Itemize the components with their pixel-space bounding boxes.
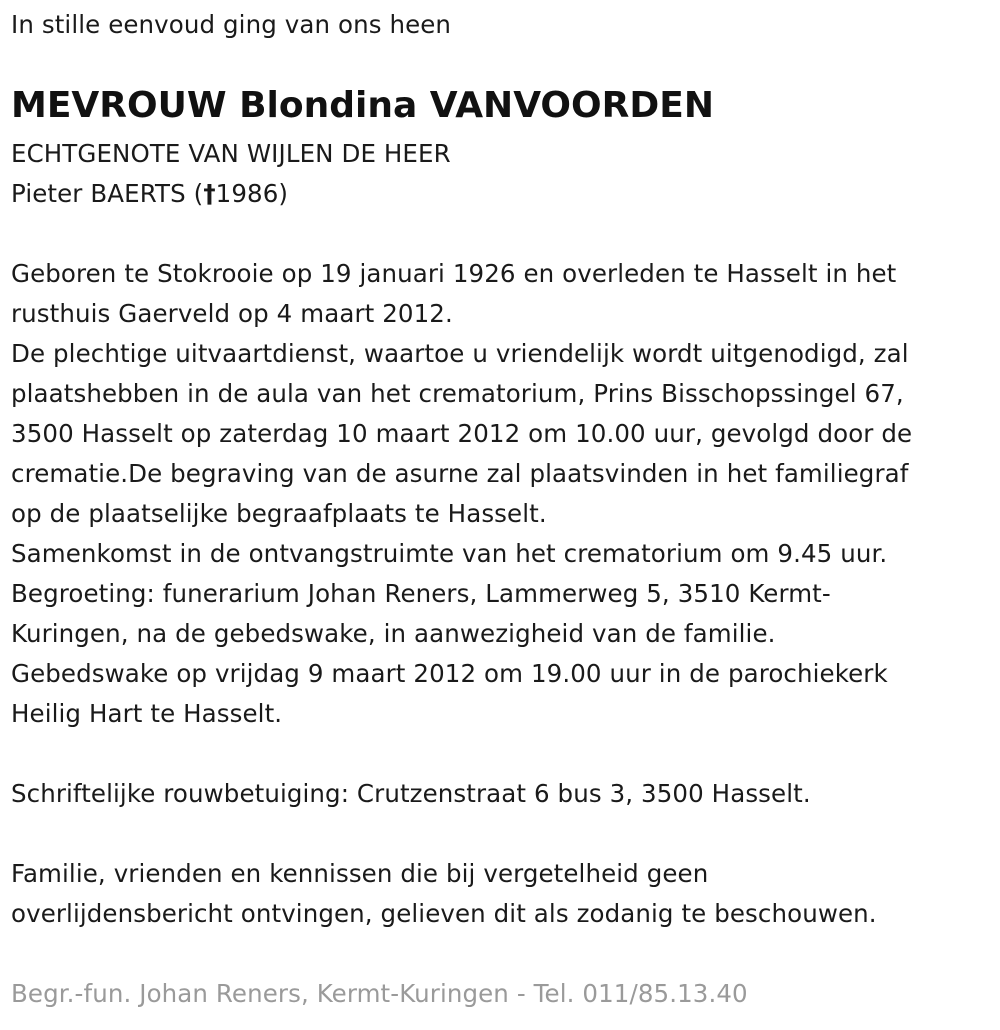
intro-text: In stille eenvoud ging van ons heen <box>11 10 452 39</box>
family-notice <box>11 854 877 934</box>
body-line: op de plaatselijke begraafplaats te Hasselt. <box>11 499 547 528</box>
body-line: Kuringen, na de gebedswake, in aanwezigheid van de familie. <box>11 619 776 648</box>
funeral-details <box>11 254 912 734</box>
notice-line: Familie, vrienden en kennissen die bij vergetelheid geen <box>11 859 709 888</box>
condolence-line: Schriftelijke rouwbetuiging: Crutzenstraat 6 bus 3, 3500 Hasselt. <box>11 779 811 808</box>
body-line: plaatshebben in de aula van het crematorium, Prins Bisschopssingel 67, <box>11 379 904 408</box>
spouse-title: ECHTGENOTE VAN WIJLEN DE HEER <box>11 139 451 168</box>
body-line: Gebedswake op vrijdag 9 maart 2012 om 19.00 uur in de parochiekerk <box>11 659 888 688</box>
spouse-name <box>11 174 451 214</box>
notice-line: overlijdensbericht ontvingen, gelieven dit als zodanig te beschouwen. <box>11 899 877 928</box>
body-line: crematie.De begraving van de asurne zal plaatsvinden in het familiegraf <box>11 459 909 488</box>
body-line: De plechtige uitvaartdienst, waartoe u vriendelijk wordt uitgenodigd, zal <box>11 339 909 368</box>
body-line: Geboren te Stokrooie op 19 januari 1926 en overleden te Hasselt in het <box>11 259 897 288</box>
spouse-block <box>11 134 451 214</box>
body-line: Samenkomst in de ontvangstruimte van het crematorium om 9.45 uur. <box>11 539 888 568</box>
body-line: Begroeting: funerarium Johan Reners, Lammerweg 5, 3510 Kermt- <box>11 579 831 608</box>
funeral-home-footer: Begr.-fun. Johan Reners, Kermt-Kuringen - Tel. 011/85.13.40 <box>11 979 748 1008</box>
body-line: Heilig Hart te Hasselt. <box>11 699 283 728</box>
body-line: 3500 Hasselt op zaterdag 10 maart 2012 om 10.00 uur, gevolgd door de <box>11 419 913 448</box>
body-line: rusthuis Gaerveld op 4 maart 2012. <box>11 299 453 328</box>
spouse-death-year: 1986) <box>215 179 289 208</box>
cross-icon: † <box>203 179 216 208</box>
deceased-name: MEVROUW Blondina VANVOORDEN <box>11 85 714 126</box>
spouse-name-prefix: Pieter BAERTS ( <box>11 179 204 208</box>
condolence-address <box>11 774 811 814</box>
